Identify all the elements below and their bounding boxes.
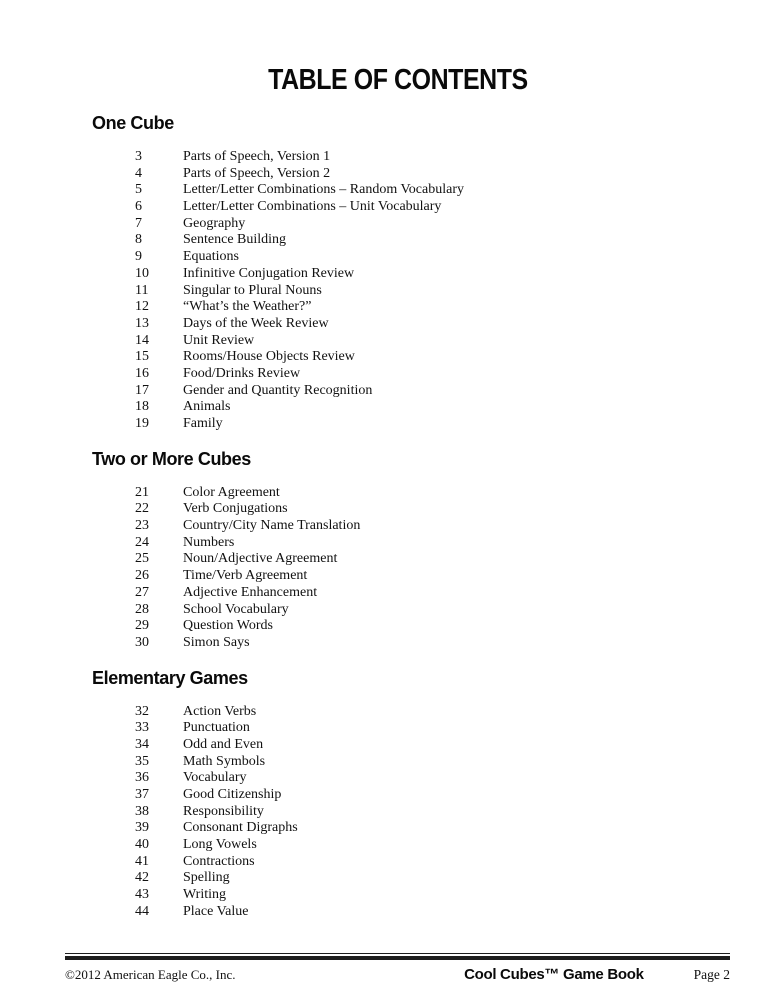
toc-entry [65, 299, 730, 316]
toc-entry [65, 737, 730, 754]
footer-row [65, 966, 730, 983]
entry-title: Rooms/House Objects Review [183, 349, 355, 365]
toc-entry [65, 399, 730, 416]
entry-title: Long Vowels [183, 837, 257, 853]
page-footer [65, 953, 730, 983]
entry-title: Infinitive Conjugation Review [183, 265, 355, 281]
entry-page-number: 15 [135, 349, 149, 365]
section-entries [65, 485, 730, 652]
entry-page-number: 41 [135, 853, 149, 869]
entry-page-number: 22 [135, 501, 149, 517]
entry-title: Color Agreement [183, 484, 280, 500]
toc-entry [65, 416, 730, 433]
entry-page-number: 18 [135, 399, 149, 415]
toc-entry [65, 266, 730, 283]
entry-title: Letter/Letter Combinations – Random Vocabulary [183, 182, 464, 198]
entry-title: School Vocabulary [183, 601, 289, 617]
entry-page-number: 43 [135, 887, 149, 903]
entry-page-number: 35 [135, 753, 149, 769]
toc-entry [65, 166, 730, 183]
entry-title: Gender and Quantity Recognition [183, 382, 373, 398]
entry-page-number: 6 [135, 199, 142, 215]
entry-title: Family [183, 416, 223, 431]
entry-page-number: 26 [135, 568, 149, 584]
entry-page-number: 16 [135, 365, 149, 381]
entry-page-number: 38 [135, 803, 149, 819]
entry-title: Consonant Digraphs [183, 820, 298, 836]
toc-entry [65, 904, 730, 921]
entry-page-number: 4 [135, 165, 142, 181]
entry-title: Place Value [183, 903, 249, 919]
entry-title: Animals [183, 399, 231, 415]
toc-entry [65, 182, 730, 199]
toc-entry [65, 820, 730, 837]
toc-entry [65, 535, 730, 552]
section-entries [65, 149, 730, 433]
entry-title: Food/Drinks Review [183, 365, 301, 381]
entry-page-number: 32 [135, 703, 149, 719]
toc-section [65, 97, 730, 433]
toc-entry [65, 754, 730, 771]
entry-page-number: 29 [135, 618, 149, 634]
toc-entry [65, 887, 730, 904]
entry-title: Punctuation [183, 720, 250, 736]
entry-title: Adjective Enhancement [183, 584, 318, 600]
footer-rule-thin [65, 953, 730, 954]
toc-entry [65, 349, 730, 366]
entry-page-number: 19 [135, 416, 149, 431]
page-title [65, 64, 730, 97]
entry-title: Odd and Even [183, 736, 264, 752]
entry-page-number: 36 [135, 770, 149, 786]
entry-page-number: 17 [135, 382, 149, 398]
entry-page-number: 39 [135, 820, 149, 836]
toc-section [65, 652, 730, 921]
entry-page-number: 5 [135, 182, 142, 198]
toc-entry [65, 854, 730, 871]
toc-entry [65, 704, 730, 721]
entry-title: Spelling [183, 870, 230, 886]
entry-page-number: 9 [135, 249, 142, 265]
toc-entry [65, 283, 730, 300]
toc-entry [65, 551, 730, 568]
entry-page-number: 44 [135, 903, 149, 919]
entry-page-number: 21 [135, 484, 149, 500]
entry-title: Letter/Letter Combinations – Unit Vocabulary [183, 199, 442, 215]
entry-title: Sentence Building [183, 232, 287, 248]
entry-title: “What’s the Weather?” [183, 299, 312, 315]
toc-entry [65, 770, 730, 787]
entry-title: Numbers [183, 534, 235, 550]
toc-entry [65, 149, 730, 166]
toc-entry [65, 720, 730, 737]
toc-entry [65, 602, 730, 619]
entry-page-number: 10 [135, 265, 149, 281]
toc-entry [65, 501, 730, 518]
entry-page-number: 27 [135, 584, 149, 600]
toc-entry [65, 870, 730, 887]
toc-entry [65, 787, 730, 804]
toc-entry [65, 366, 730, 383]
entry-page-number: 3 [135, 149, 142, 164]
entry-title: Parts of Speech, Version 1 [183, 149, 331, 164]
footer-page-number: Page 2 [693, 966, 730, 982]
toc-entry [65, 232, 730, 249]
entry-title: Vocabulary [183, 770, 247, 786]
toc-entry [65, 316, 730, 333]
section-heading: Elementary Games [92, 667, 248, 688]
entry-page-number: 13 [135, 315, 149, 331]
entry-page-number: 30 [135, 634, 149, 650]
toc-entry [65, 216, 730, 233]
toc-entry [65, 804, 730, 821]
entry-title: Contractions [183, 853, 255, 869]
toc-entry [65, 333, 730, 350]
entry-page-number: 34 [135, 736, 149, 752]
footer-rule-thick [65, 956, 730, 960]
entry-title: Geography [183, 215, 246, 231]
entry-page-number: 24 [135, 534, 149, 550]
entry-page-number: 12 [135, 299, 149, 315]
entry-page-number: 37 [135, 787, 149, 802]
toc-entry [65, 618, 730, 635]
toc-entry [65, 518, 730, 535]
entry-title: Verb Conjugations [183, 501, 288, 517]
entry-title: Math Symbols [183, 753, 266, 769]
entry-page-number: 7 [135, 215, 142, 231]
entry-page-number: 40 [135, 837, 149, 853]
toc-entry [65, 383, 730, 400]
entry-title: Noun/Adjective Agreement [183, 551, 338, 567]
entry-title: Good Citizenship [183, 787, 282, 802]
toc-sections [65, 97, 730, 921]
entry-page-number: 23 [135, 518, 149, 534]
entry-title: Days of the Week Review [183, 315, 329, 331]
entry-page-number: 25 [135, 551, 149, 567]
entry-title: Time/Verb Agreement [183, 568, 308, 584]
entry-page-number: 8 [135, 232, 142, 248]
toc-entry [65, 249, 730, 266]
entry-title: Responsibility [183, 803, 264, 819]
section-entries [65, 704, 730, 921]
entry-title: Country/City Name Translation [183, 518, 361, 534]
toc-entry [65, 635, 730, 652]
entry-title: Writing [183, 887, 226, 903]
toc-entry [65, 585, 730, 602]
entry-page-number: 33 [135, 720, 149, 736]
section-heading: One Cube [92, 113, 174, 133]
entry-page-number: 42 [135, 870, 149, 886]
toc-entry [65, 199, 730, 216]
entry-page-number: 11 [135, 282, 149, 298]
toc-entry [65, 485, 730, 502]
entry-title: Equations [183, 249, 239, 265]
page-title-text: TABLE OF CONTENTS [267, 64, 528, 96]
entry-title: Singular to Plural Nouns [183, 282, 322, 298]
footer-book-title: Cool Cubes™ Game Book [464, 965, 644, 983]
entry-page-number: 14 [135, 332, 149, 348]
footer-copyright: ©2012 American Eagle Co., Inc. [65, 966, 236, 982]
toc-section [65, 433, 730, 652]
entry-title: Parts of Speech, Version 2 [183, 165, 331, 181]
section-heading: Two or More Cubes [92, 448, 251, 469]
entry-title: Question Words [183, 618, 274, 634]
toc-entry [65, 837, 730, 854]
toc-entry [65, 568, 730, 585]
entry-title: Simon Says [183, 634, 250, 650]
entry-title: Unit Review [183, 332, 255, 348]
entry-page-number: 28 [135, 601, 149, 617]
entry-title: Action Verbs [183, 703, 257, 719]
